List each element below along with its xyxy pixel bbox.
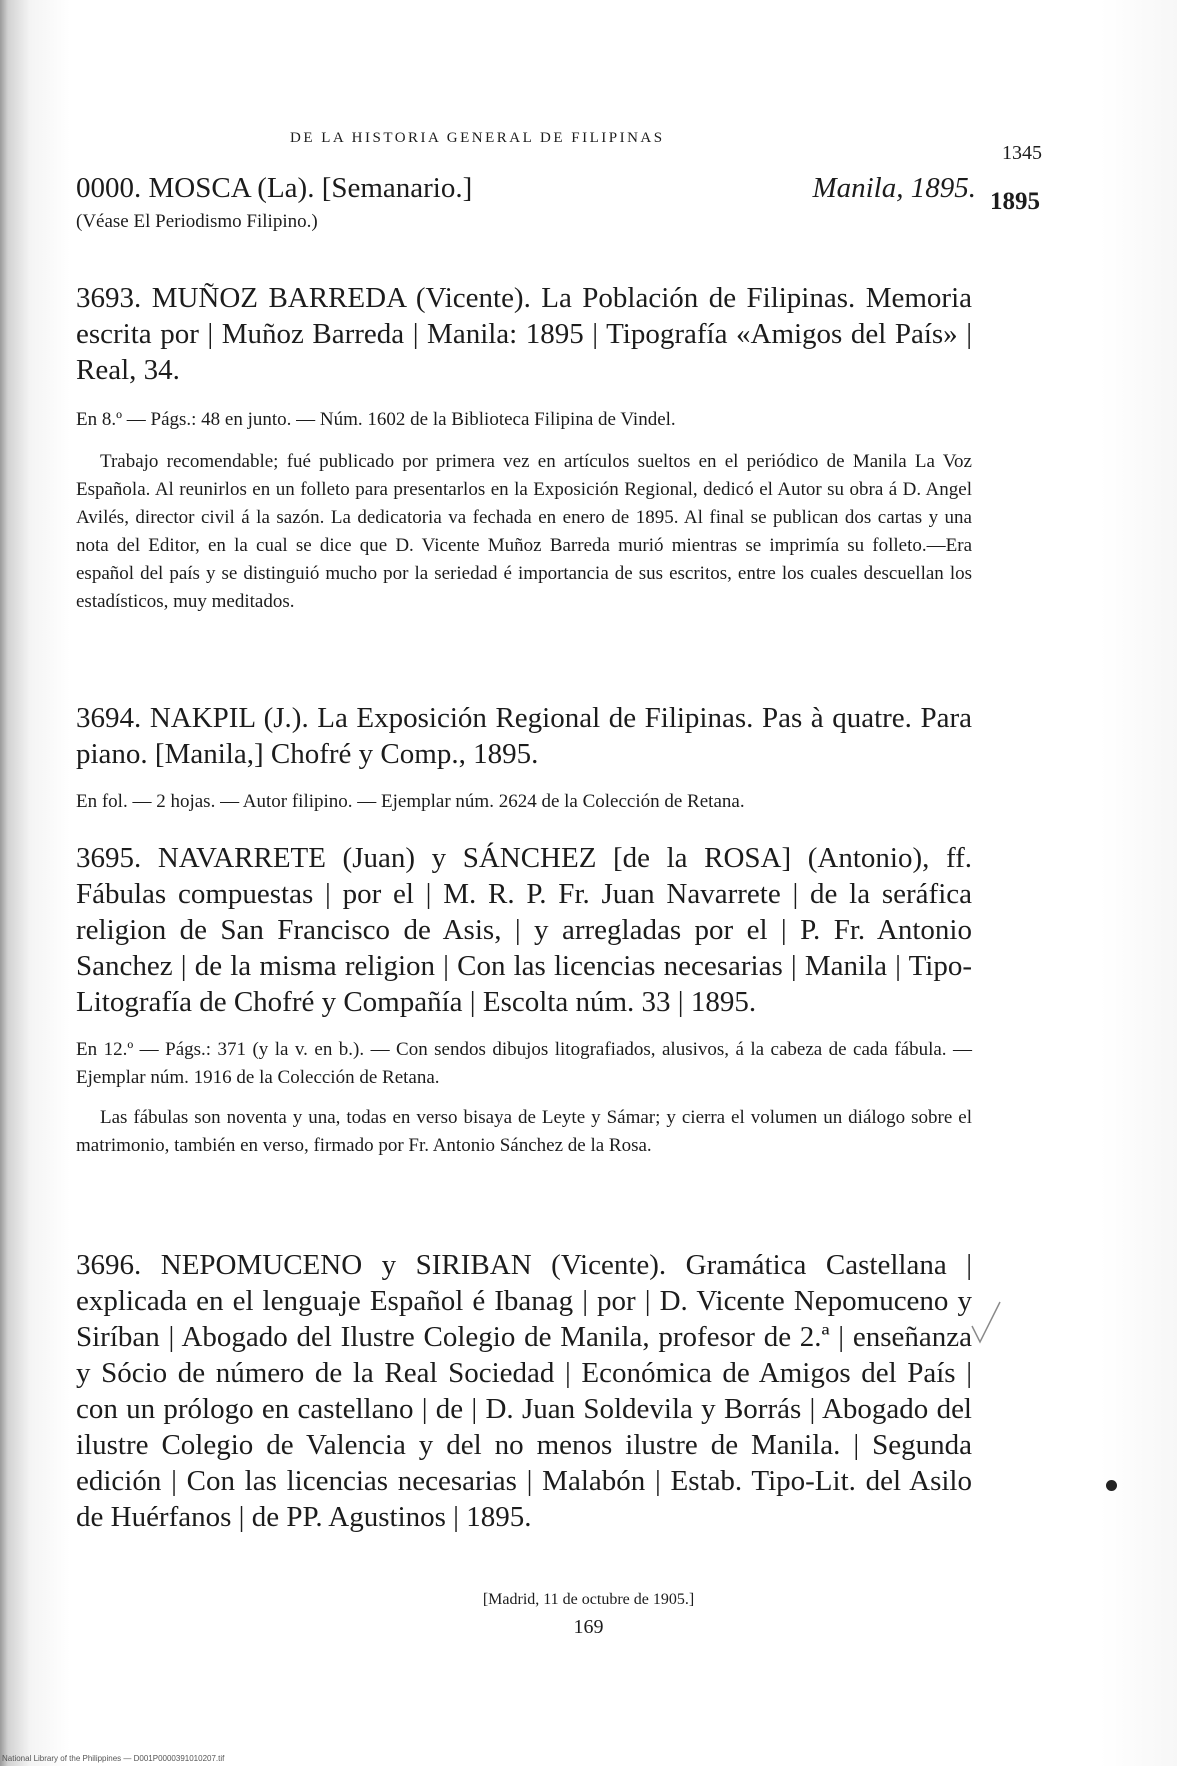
entry-text: NEPOMUCENO y SIRIBAN (Vicente). Gramática Castellana | explicada en el lenguaje Español é Ibanag | por | D. Vicente Nepomuceno y Siríban | Abogado del Ilustre Colegio de Manila, profesor de 2.ª | enseñanza y Sócio de número de la Real Sociedad | Económica de Amigos del País | con un prólogo en castellano | de | D. Juan Soldevila y Borrás | Abogado del ilustre Colegio de Valencia y del no menos ilustre de Manila. | Segunda edición | Con las licencias necesarias | Malabón | Estab. Tipo-Lit. del Asilo de Huérfanos | de PP. Agustinos | 1895.	[76, 1249, 972, 1533]
entry-number: 3695	[76, 842, 134, 874]
entry-text: MOSCA (La). [Semanario.]	[148, 172, 473, 204]
entry-0000: Manila, 1895. 0000. MOSCA (La). [Semanario.] (Véase El Periodismo Filipino.)	[76, 170, 976, 236]
entry-3696: 3696. NEPOMUCENO y SIRIBAN (Vicente). Gramática Castellana | explicada en el lenguaje Español é Ibanag | por | D. Vicente Nepomuceno y Siríban | Abogado del Ilustre Colegio de Manila, profesor de 2.ª | enseñanza y Sócio de número de la Real Sociedad | Económica de Amigos del País | con un prólogo en castellano | de | D. Juan Soldevila y Borrás | Abogado del ilustre Colegio de Valencia y del no menos ilustre de Manila. | Segunda edición | Con las licencias necesarias | Malabón | Estab. Tipo-Lit. del Asilo de Huérfanos | de PP. Agustinos | 1895.	[76, 1249, 972, 1533]
entry-number: 3694	[76, 702, 134, 734]
entry-number: 3696	[76, 1249, 134, 1281]
entry-text: NAVARRETE (Juan) y SÁNCHEZ [de la ROSA] (Antonio), ff. Fábulas compuestas | por el | M. R. P. Fr. Juan Navarrete | de la seráfica religion de San Francisco de Asis, | y arregladas por el | P. Fr. Antonio Sanchez | de la misma religion | Con las licencias necesarias | Manila | Tipo-Litografía de Chofré y Compañía | Escolta núm. 33 | 1895.	[76, 842, 972, 1018]
margin-dot-icon	[1106, 1480, 1117, 1491]
folio-number: 169	[573, 1616, 604, 1638]
entry-number: 3693	[76, 282, 134, 314]
entry-number: 0000	[76, 172, 134, 204]
entry-3695: 3695. NAVARRETE (Juan) y SÁNCHEZ [de la ROSA] (Antonio), ff. Fábulas compuestas | por el | M. R. P. Fr. Juan Navarrete | de la seráfica religion de San Francisco de Asis, | y arregladas por el | P. Fr. Antonio Sanchez | de la misma religion | Con las licencias necesarias | Manila | Tipo-Litografía de Chofré y Compañía | Escolta núm. 33 | 1895. En 12.º — Págs.: 371 (y la v. en b.). — Con sendos dibujos litografiados, alusivos, á la cabeza de cada fábula. — Ejemplar núm. 1916 de la Colección de Retana. Las fábulas son noventa y una, todas en verso bisaya de Leyte y Sámar; y cierra el volumen un diálogo sobre el matrimonio, también en verso, firmado por Fr. Antonio Sánchez de la Rosa.	[76, 840, 972, 1160]
entry-3694: 3694. NAKPIL (J.). La Exposición Regional de Filipinas. Pas à quatre. Para piano. [Manila,] Chofré y Comp., 1895. En fol. — 2 hojas. — Autor filipino. — Ejemplar núm. 2624 de la Colección de Retana.	[76, 700, 972, 816]
year-margin-label: 1895	[990, 188, 1040, 215]
entry-note-commentary: Las fábulas son noventa y una, todas en verso bisaya de Leyte y Sámar; y cierra el volumen un diálogo sobre el matrimonio, también en verso, firmado por Fr. Antonio Sánchez de la Rosa.	[76, 1107, 972, 1156]
entry-note-collation: En 8.º — Págs.: 48 en junto. — Núm. 1602 de la Biblioteca Filipina de Vindel.	[76, 409, 676, 430]
entry-note: (Véase El Periodismo Filipino.)	[76, 211, 318, 232]
entry-note-commentary: Trabajo recomendable; fué publicado por primera vez en artículos sueltos en el periódico de Manila La Voz Española. Al reunirlos en un folleto para presentarlos en la Exposición Regional, dedicó el Autor su obra á D. Angel Avilés, director civil á la sazón. La dedicatoria va fechada en enero de 1895. Al final se publican dos cartas y una nota del Editor, en la cual se dice que D. Vicente Muñoz Barreda murió mientras se imprimía su folleto.—Era español del país y se distinguió mucho por la seriedad é importancia de sus escritos, entre los cuales descuellan los estadísticos, muy meditados.	[76, 451, 972, 612]
page-number: 1345	[1002, 142, 1042, 164]
pencil-check-icon	[968, 1298, 1004, 1357]
entry-note-collation: En fol. — 2 hojas. — Autor filipino. — Ejemplar núm. 2624 de la Colección de Retana.	[76, 791, 745, 812]
scan-credit: National Library of the Philippines — D001P0000391010207.tif	[2, 1754, 225, 1763]
running-title: DE LA HISTORIA GENERAL DE FILIPINAS	[290, 130, 665, 146]
entry-place-date: Manila, 1895.	[812, 172, 976, 204]
imprint-line: [Madrid, 11 de octubre de 1905.]	[482, 1591, 695, 1608]
entry-3693: 3693. MUÑOZ BARREDA (Vicente). La Población de Filipinas. Memoria escrita por | Muñoz Barreda | Manila: 1895 | Tipografía «Amigos del País» | Real, 34. En 8.º — Págs.: 48 en junto. — Núm. 1602 de la Biblioteca Filipina de Vindel. Trabajo recomendable; fué publicado por primera vez en artículos sueltos en el periódico de Manila La Voz Española. Al reunirlos en un folleto para presentarlos en la Exposición Regional, dedicó el Autor su obra á D. Angel Avilés, director civil á la sazón. La dedicatoria va fechada en enero de 1895. Al final se publican dos cartas y una nota del Editor, en la cual se dice que D. Vicente Muñoz Barreda murió mientras se imprimía su folleto.—Era español del país y se distinguió mucho por la seriedad é importancia de sus escritos, entre los cuales descuellan los estadísticos, muy meditados.	[76, 280, 972, 616]
entry-text: NAKPIL (J.). La Exposición Regional de Filipinas. Pas à quatre. Para piano. [Manila,] Chofré y Comp., 1895.	[76, 702, 973, 770]
entry-text: MUÑOZ BARREDA (Vicente). La Población de Filipinas. Memoria escrita por | Muñoz Barreda | Manila: 1895 | Tipografía «Amigos del País» | Real, 34.	[76, 282, 972, 386]
entry-note-collation: En 12.º — Págs.: 371 (y la v. en b.). — Con sendos dibujos litografiados, alusivos, á la cabeza de cada fábula. — Ejemplar núm. 1916 de la Colección de Retana.	[76, 1039, 972, 1088]
